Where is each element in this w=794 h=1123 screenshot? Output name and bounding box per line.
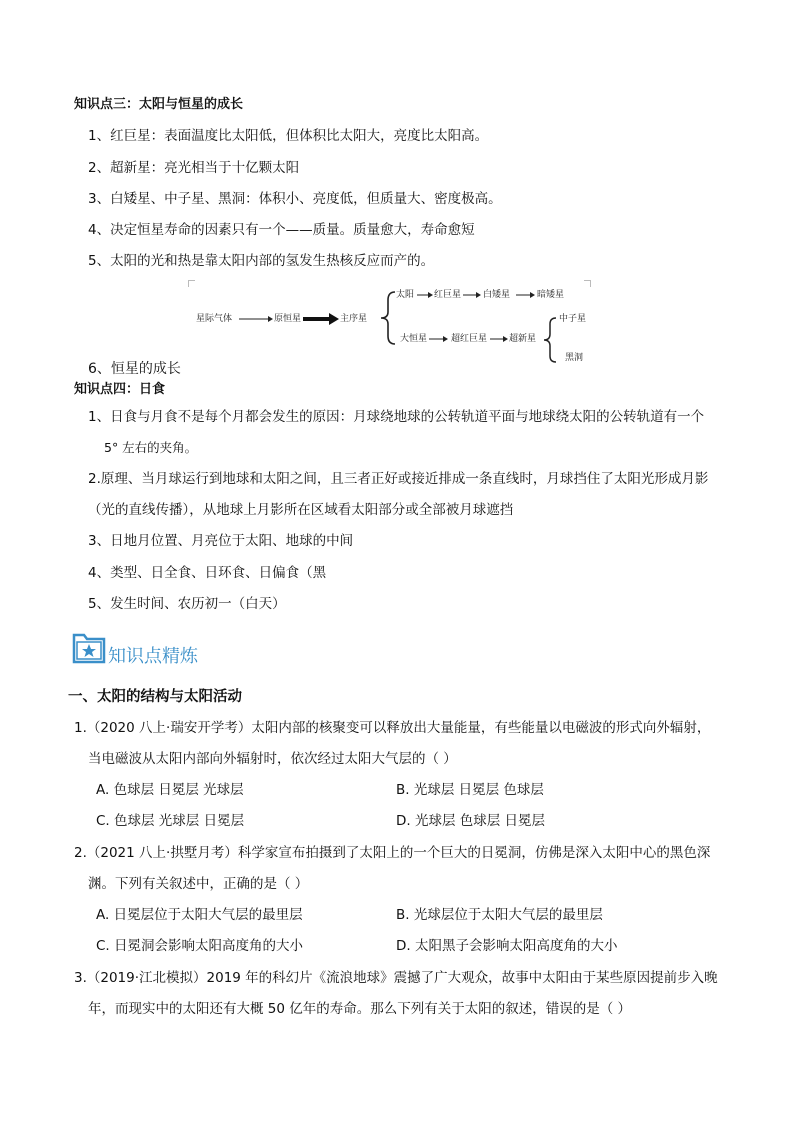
k4-item-2a: 2.原理、当月球运行到地球和太阳之间，且三者正好或接近排成一条直线时，月球挡住了太阳光形成月影 <box>88 471 709 487</box>
q1-option-c: C. 色球层 光球层 日冕层 <box>96 813 245 829</box>
brace-icon <box>378 290 398 346</box>
q1-option-a: A. 色球层 日冕层 光球层 <box>96 782 244 798</box>
k3-item-2: 2、超新星：亮光相当于十亿颗太阳 <box>88 160 300 176</box>
label-black-dwarf: 暗矮星 <box>537 290 565 300</box>
k4-item-5: 5、发生时间、农历初一（白天） <box>88 596 286 612</box>
arrow-icon <box>489 333 509 345</box>
label-black-hole: 黑洞 <box>565 353 584 363</box>
label-supergiant: 超红巨星 <box>451 334 488 344</box>
q2-stem-line2: 渊。下列有关叙述中，正确的是（ ） <box>88 876 309 892</box>
heading-k3: 知识点三：太阳与恒星的成长 <box>74 97 244 112</box>
section-heading: 一、太阳的结构与太阳活动 <box>68 689 242 705</box>
arrow-icon <box>462 289 482 301</box>
label-nebula: 星际气体 <box>196 314 233 324</box>
k3-item-4: 4、决定恒星寿命的因素只有一个——质量。质量愈大，寿命愈短 <box>88 222 475 238</box>
q2-option-a: A. 日冕层位于太阳大气层的最里层 <box>96 907 303 923</box>
q2-option-c: C. 日冕洞会影响太阳高度角的大小 <box>96 938 304 954</box>
label-sun: 太阳 <box>396 290 415 300</box>
q1-option-d: D. 光球层 色球层 日冕层 <box>396 813 546 829</box>
brace-icon <box>540 316 560 364</box>
q2-option-b: B. 光球层位于太阳大气层的最里层 <box>396 907 603 923</box>
label-white-dwarf: 白矮星 <box>483 290 511 300</box>
label-massive-star: 大恒星 <box>400 334 428 344</box>
q3-stem-line1: 3.（2019·江北模拟）2019 年的科幻片《流浪地球》震撼了广大观众，故事中太阳由于某些原因提前步入晚 <box>74 970 718 986</box>
arrow-icon <box>416 289 434 301</box>
k3-item-5: 5、太阳的光和热是靠太阳内部的氢发生热核反应而产的。 <box>88 253 435 269</box>
q1-stem-line1: 1.（2020 八上·瑞安开学考）太阳内部的核聚变可以释放出大量能量，有些能量以电磁波的形式向外辐射， <box>74 720 711 736</box>
k3-item-3: 3、白矮星、中子星、黑洞：体积小、亮度低，但质量大、密度极高。 <box>88 191 502 207</box>
arrow-icon <box>238 313 274 325</box>
q2-option-d: D. 太阳黑子会影响太阳高度角的大小 <box>396 938 618 954</box>
arrow-icon <box>428 333 450 345</box>
k4-item-3: 3、日地月位置、月亮位于太阳、地球的中间 <box>88 533 354 549</box>
k3-item-1: 1、红巨星：表面温度比太阳低，但体积比太阳大，亮度比太阳高。 <box>88 128 489 144</box>
thick-arrow-icon <box>302 311 340 327</box>
q1-option-b: B. 光球层 日冕层 色球层 <box>396 782 544 798</box>
k3-item-6: 6、恒星的成长 <box>88 361 181 377</box>
k4-item-4: 4、类型、日全食、日环食、日偏食（黑 <box>88 565 327 581</box>
k4-item-2b: （光的直线传播），从地球上月影所在区域看太阳部分或全部被月球遮挡 <box>88 502 514 518</box>
label-supernova: 超新星 <box>509 334 537 344</box>
banner-title: 知识点精炼 <box>108 646 198 667</box>
k4-item-1b: 5° 左右的夹角。 <box>104 440 198 455</box>
label-neutron-star: 中子星 <box>559 314 587 324</box>
q1-stem-line2: 当电磁波从太阳内部向外辐射时，依次经过太阳大气层的（ ） <box>88 751 457 767</box>
arrow-icon <box>515 289 537 301</box>
q2-stem-line1: 2.（2021 八上·拱墅月考）科学家宣布拍摄到了太阳上的一个巨大的日冕洞，仿佛是深入太阳中心的黑色深 <box>74 845 711 861</box>
label-main-sequence: 主序星 <box>340 314 368 324</box>
q3-stem-line2: 年，而现实中的太阳还有大概 50 亿年的寿命。那么下列有关于太阳的叙述，错误的是（ ） <box>88 1001 632 1017</box>
heading-k4: 知识点四：日食 <box>74 382 166 397</box>
folder-star-icon <box>72 629 108 665</box>
k4-item-1a: 1、日食与月食不是每个月都会发生的原因：月球绕地球的公转轨道平面与地球绕太阳的公转轨道有一个 <box>88 409 705 425</box>
label-protostar: 原恒星 <box>274 314 302 324</box>
label-red-giant: 红巨星 <box>434 290 462 300</box>
